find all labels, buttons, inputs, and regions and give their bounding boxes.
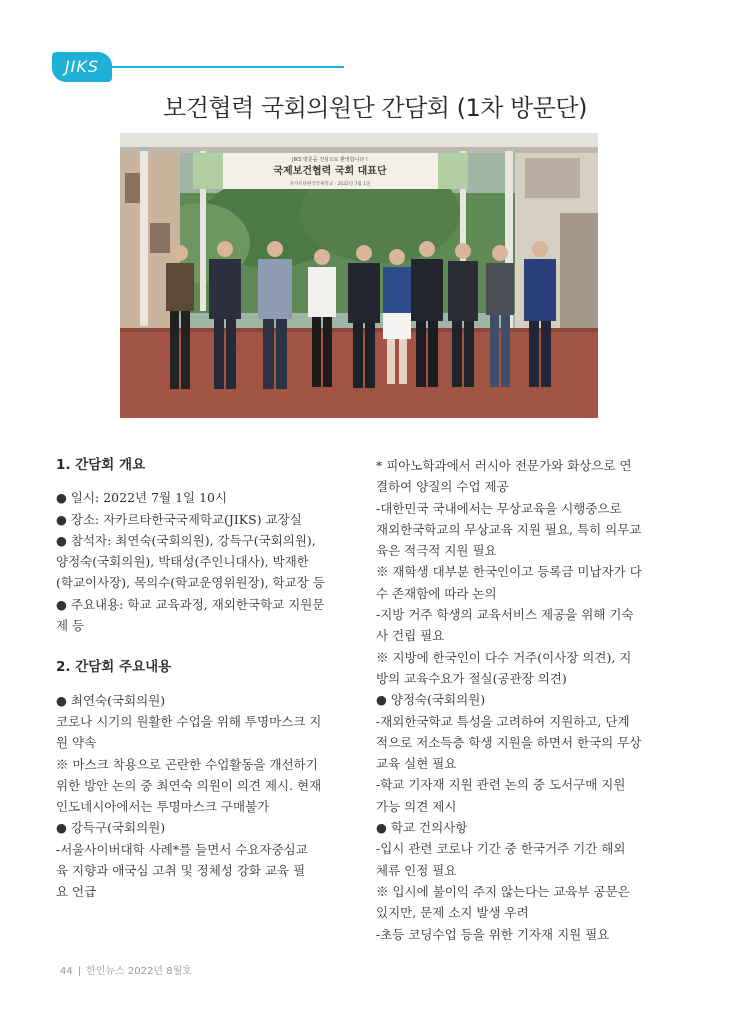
text-line: 제 등 [56,618,85,634]
text-line: ● 양정숙(국회의원) [376,692,486,708]
text-line: 코로나 시기의 원활한 수업을 위해 투명마스크 지 [56,713,322,729]
page-number: 44 [60,966,73,977]
text-line: ※ 입시에 불이익 주지 않는다는 교육부 공문은 [376,883,630,899]
section-heading: 1. 간담회 개요 [56,457,146,473]
text-line: ※ 재학생 대부분 한국인이고 등록금 미납자가 다 [376,564,642,580]
banner-title-text: 국제보건협력 국회 대표단 [273,166,387,177]
text-line: 교육 실현 필요 [376,756,457,772]
text-line: 사 건립 필요 [376,628,445,644]
banner-date-text: 자카르타한국국제학교 · 2022년 7월 1일 [289,182,371,187]
spacer [56,476,346,487]
text-line: 적으로 저소득층 학생 지원을 하면서 한국의 무상 [376,734,642,750]
text-line: 원 약속 [56,735,97,751]
text-line: 가능 의견 제시 [376,798,457,814]
text-line: 결하여 양질의 수업 제공 [376,479,509,495]
banner-small-text: JIKS 방문을 진심으로 환영합니다 ! [292,157,368,163]
text-line: -학교 기자재 지원 관련 논의 중 도서구매 지원 [376,777,626,793]
text-line: ● 일시: 2022년 7월 1일 10시 [56,490,228,506]
text-line: 양정숙(국회의원), 박태성(주인니대사), 박재한 [56,554,309,570]
text-line: ● 장소: 자카르타한국국제학교(JIKS) 교장실 [56,511,302,527]
text-line: 있지만, 문제 소지 발생 우려 [376,905,529,921]
page-footer [60,962,192,977]
text-line: -입시 관련 코로나 기간 중 한국거주 기간 해외 [376,841,626,857]
text-line: 육은 적극적 지원 필요 [376,543,497,559]
footer-separator: | [77,966,82,977]
text-line: 육 지향과 애국심 고취 및 정체성 강화 교육 필 [56,863,306,879]
text-line: 재외한국학교의 무상교육 지원 필요, 특히 의무교 [376,521,642,537]
group-photo [120,133,598,418]
text-line: 체류 인정 필요 [376,862,457,878]
text-line: 수 존재함에 따라 논의 [376,585,497,601]
text-line: 인도네시아에서는 투명마스크 구매불가 [56,799,270,815]
text-line: 위한 방안 논의 중 최연숙 의원이 의견 제시. 현재 [56,777,322,793]
text-line: 요 언급 [56,884,97,900]
spacer [56,679,346,690]
text-line: ● 강득구(국회의원) [56,820,166,836]
right-column [376,455,666,945]
text-line: 방의 교육수요가 절실(공관장 의견) [376,670,567,686]
text-line: * 피아노학과에서 러시아 전문가와 화상으로 연 [376,458,632,473]
text-line: (학교이사장), 목의수(학교운영위원장), 학교장 등 [56,575,325,591]
text-line: ● 주요내용: 학교 교육과정, 재외한국학교 지원문 [56,596,325,612]
text-line: -초등 코딩수업 등을 위한 기자재 지원 필요 [376,926,610,942]
text-line: ● 참석자: 최연숙(국회의원), 강득구(국회의원), [56,532,316,548]
text-line: -서울사이버대학 사례*를 들면서 수요자중심교 [56,841,308,857]
text-line: ● 학교 건의사항 [376,820,468,836]
text-line: ※ 마스크 착용으로 곤란한 수업활동을 개선하기 [56,756,318,772]
text-line: ● 최연숙(국회의원) [56,692,166,708]
header-rule [112,66,344,68]
spacer [56,636,346,657]
text-line: -재외한국학교 특성을 고려하여 지원하고, 단계 [376,713,630,729]
publication-name: 한인뉴스 2022년 8월호 [86,966,192,977]
article-title: 보건협력 국회의원단 간담회 (1차 방문단) [163,94,587,122]
jiks-logo: JIKS [52,52,112,82]
text-line: -지방 거주 학생의 교육서비스 제공을 위해 기숙 [376,607,634,623]
left-column [56,455,346,903]
text-line: -대한민국 국내에서는 무상교육을 시행중으로 [376,500,622,516]
section-heading: 2. 간담회 주요내용 [56,659,172,676]
text-line: ※ 지방에 한국인이 다수 거주(이사장 의견), 지 [376,649,632,665]
